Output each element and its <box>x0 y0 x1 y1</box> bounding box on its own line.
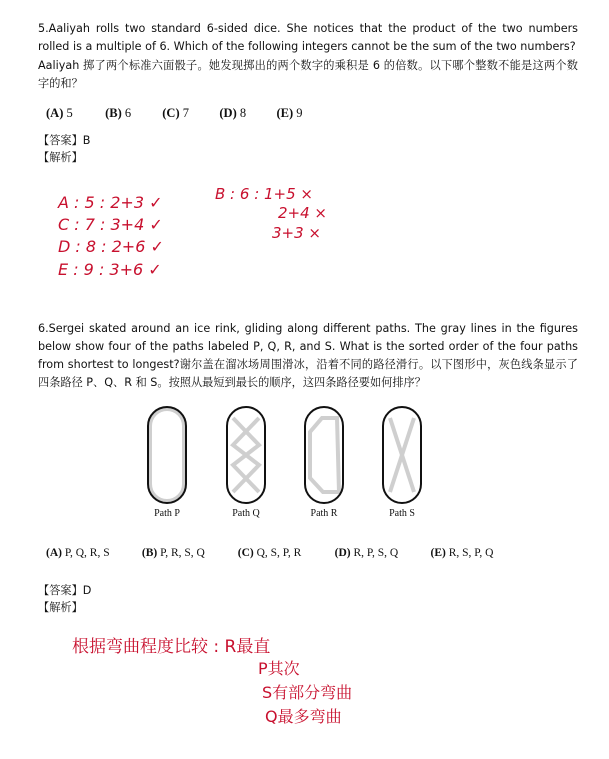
q6-analysis: 【解析】 <box>38 601 83 614</box>
path-q-figure <box>227 407 265 503</box>
q5-work-b3: 3+3 × <box>272 224 321 242</box>
q6-choice-a[interactable]: (A) P, Q, R, S <box>46 547 110 559</box>
q5-work-d: D : 8 : 2+6 ✓ <box>58 237 164 256</box>
q5-choice-d[interactable]: (D) 8 <box>219 106 247 120</box>
path-s-figure <box>383 407 421 503</box>
path-q-caption: Path Q <box>232 508 260 519</box>
q5-work-c: C : 7 : 3+4 ✓ <box>58 215 163 234</box>
q5-work-e: E : 9 : 3+6 ✓ <box>58 260 162 279</box>
q6-choice-c[interactable]: (C) Q, S, P, R <box>237 547 302 559</box>
q6-choices <box>46 547 493 559</box>
q6-choice-d[interactable]: (D) R, P, S, Q <box>334 547 399 559</box>
q5-work-b: B : 6 : 1+5 × <box>215 185 314 203</box>
path-s-caption: Path S <box>389 508 415 519</box>
q5-choice-b[interactable]: (B) 6 <box>105 106 132 120</box>
path-p-caption: Path P <box>154 508 180 519</box>
q5-text-zh: Aaliyah 掷了两个标准六面骰子。她发现掷出的两个数字的乘积是 6 的倍数。以下哪个整数不能是这两个数字的和？ <box>38 59 578 90</box>
q6-text-zh: 谢尔盖在溜冰场周围滑冰，沿着不同的路径滑行。以下图形中，灰色线条显示了四条路径 P、Q、R 和 S。按照从最短到最长的顺序，这四条路径要如何排序？ <box>38 358 578 389</box>
q5-analysis: 【解析】 <box>38 151 83 164</box>
q5-work-b2: 2+4 × <box>278 204 327 222</box>
q6-text-en: 6.Sergei skated around an ice rink, gliding along different paths. The gray lines in the figures below show four of the paths labeled P, Q, R, and S. What is the sorted order of the four paths from shortest to longest?谢尔盖在溜冰场周围滑冰，沿着不同的路径滑行。以下图形中，灰色线条显示了四条路径 P、Q、R 和 S。按照从最短到最长的顺序，这四条路径要如何排序？ <box>38 322 578 389</box>
q6-work-line3: S有部分弯曲 <box>262 683 353 702</box>
q6-work-line4: Q最多弯曲 <box>265 707 342 726</box>
q6-answer: 【答案】D <box>38 584 92 597</box>
q5-work-a: A : 5 : 2+3 ✓ <box>58 193 163 212</box>
q5-choice-e[interactable]: (E) 9 <box>276 106 303 120</box>
q5-answer: 【答案】B <box>38 134 91 147</box>
q5-choice-a[interactable]: (A) 5 <box>46 106 73 120</box>
q6-work-line2: P其次 <box>258 659 300 678</box>
q5-text-en: 5.Aaliyah rolls two standard 6-sided dice. She notices that the product of the two numbers rolled is a multiple of 6. Which of the following integers cannot be the sum of the two numbers? <box>38 22 578 53</box>
path-r-caption: Path R <box>310 508 338 519</box>
q6-choice-b[interactable]: (B) P, R, S, Q <box>141 547 205 559</box>
q5-choice-c[interactable]: (C) 7 <box>162 106 189 120</box>
path-p-figure <box>148 407 186 503</box>
q6-work-line1: 根据弯曲程度比较 : R最直 <box>72 637 271 657</box>
path-r-figure <box>305 407 343 503</box>
q6-choice-e[interactable]: (E) R, S, P, Q <box>430 547 494 559</box>
